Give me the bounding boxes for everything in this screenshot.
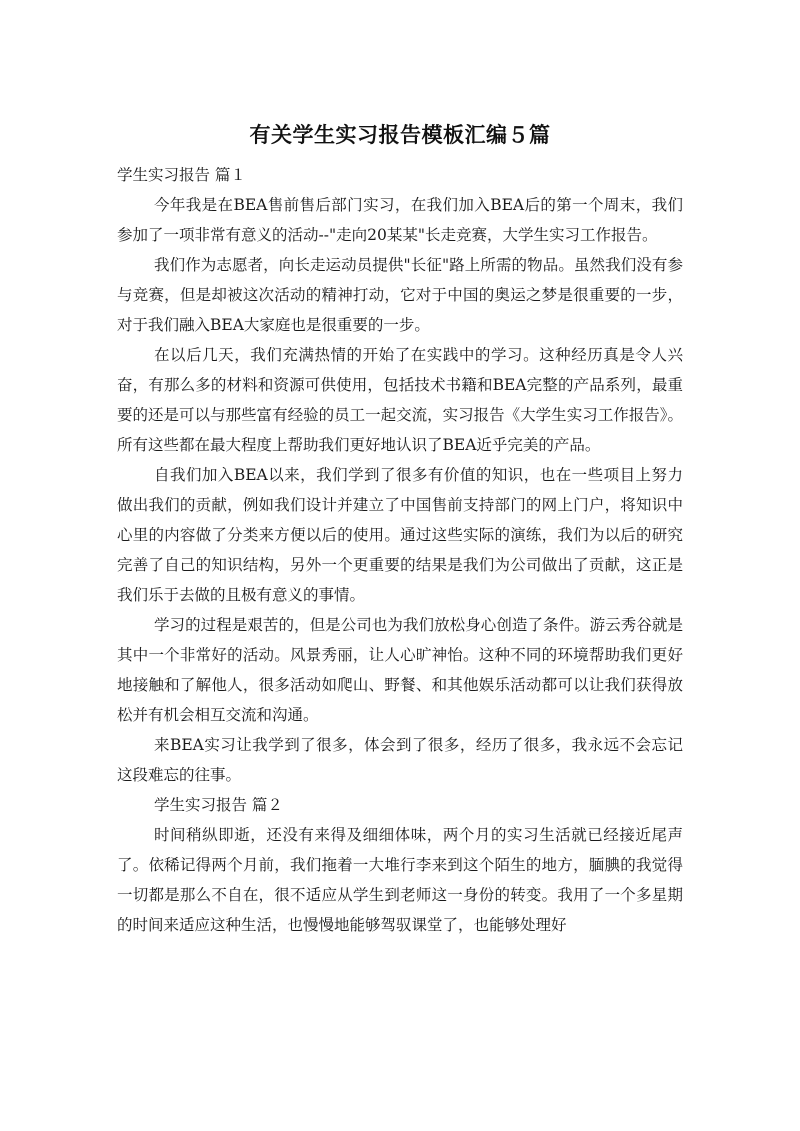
paragraph: 时间稍纵即逝，还没有来得及细细体味，两个月的实习生活就已经接近尾声了。依稀记得两个月前，我们拖着一大堆行李来到这个陌生的地方，腼腆的我觉得一切都是那么不自在，很不适应从学生到老师这一身份的转变。我用了一个多星期的时间来适应这种生活，也慢慢地能够驾驭课堂了，也能够处理好 xyxy=(117,826,683,934)
section-heading-2: 学生实习报告 篇２ xyxy=(154,796,283,814)
paragraph: 今年我是在BEA售前售后部门实习，在我们加入BEA后的第一个周末，我们参加了一项非常有意义的活动--"走向20某某"长走竞赛，大学生实习工作报告。 xyxy=(117,196,683,244)
paragraph: 我们作为志愿者，向长走运动员提供"长征"路上所需的物品。虽然我们没有参与竞赛，但是却被这次活动的精神打动，它对于中国的奥运之梦是很重要的一步，对于我们融入BEA大家庭也是很重要的一步。 xyxy=(117,256,683,334)
document-body xyxy=(117,160,683,940)
paragraph: 学习的过程是艰苦的，但是公司也为我们放松身心创造了条件。游云秀谷就是其中一个非常好的活动。风景秀丽，让人心旷神怡。这种不同的环境帮助我们更好地接触和了解他人，很多活动如爬山、野餐、和其他娱乐活动都可以让我们获得放松并有机会相互交流和沟通。 xyxy=(117,616,683,724)
document-title: 有关学生实习报告模板汇编５篇 xyxy=(249,123,551,147)
paragraph: 在以后几天，我们充满热情的开始了在实践中的学习。这种经历真是令人兴奋，有那么多的材料和资源可供使用，包括技术书籍和BEA完整的产品系列，最重要的还是可以与那些富有经验的员工一起交流，实习报告《大学生实习工作报告》。所有这些都在最大程度上帮助我们更好地认识了BEA近乎完美的产品。 xyxy=(117,346,683,454)
section-heading-1: 学生实习报告 篇１ xyxy=(117,166,246,184)
paragraph: 自我们加入BEA以来，我们学到了很多有价值的知识，也在一些项目上努力做出我们的贡献，例如我们设计并建立了中国售前支持部门的网上门户，将知识中心里的内容做了分类来方便以后的使用。通过这些实际的演练，我们为以后的研究完善了自己的知识结构，另外一个更重要的结果是我们为公司做出了贡献，这正是我们乐于去做的且极有意义的事情。 xyxy=(117,466,683,604)
paragraph: 来BEA实习让我学到了很多，体会到了很多，经历了很多，我永远不会忘记这段难忘的往事。 xyxy=(117,736,683,784)
